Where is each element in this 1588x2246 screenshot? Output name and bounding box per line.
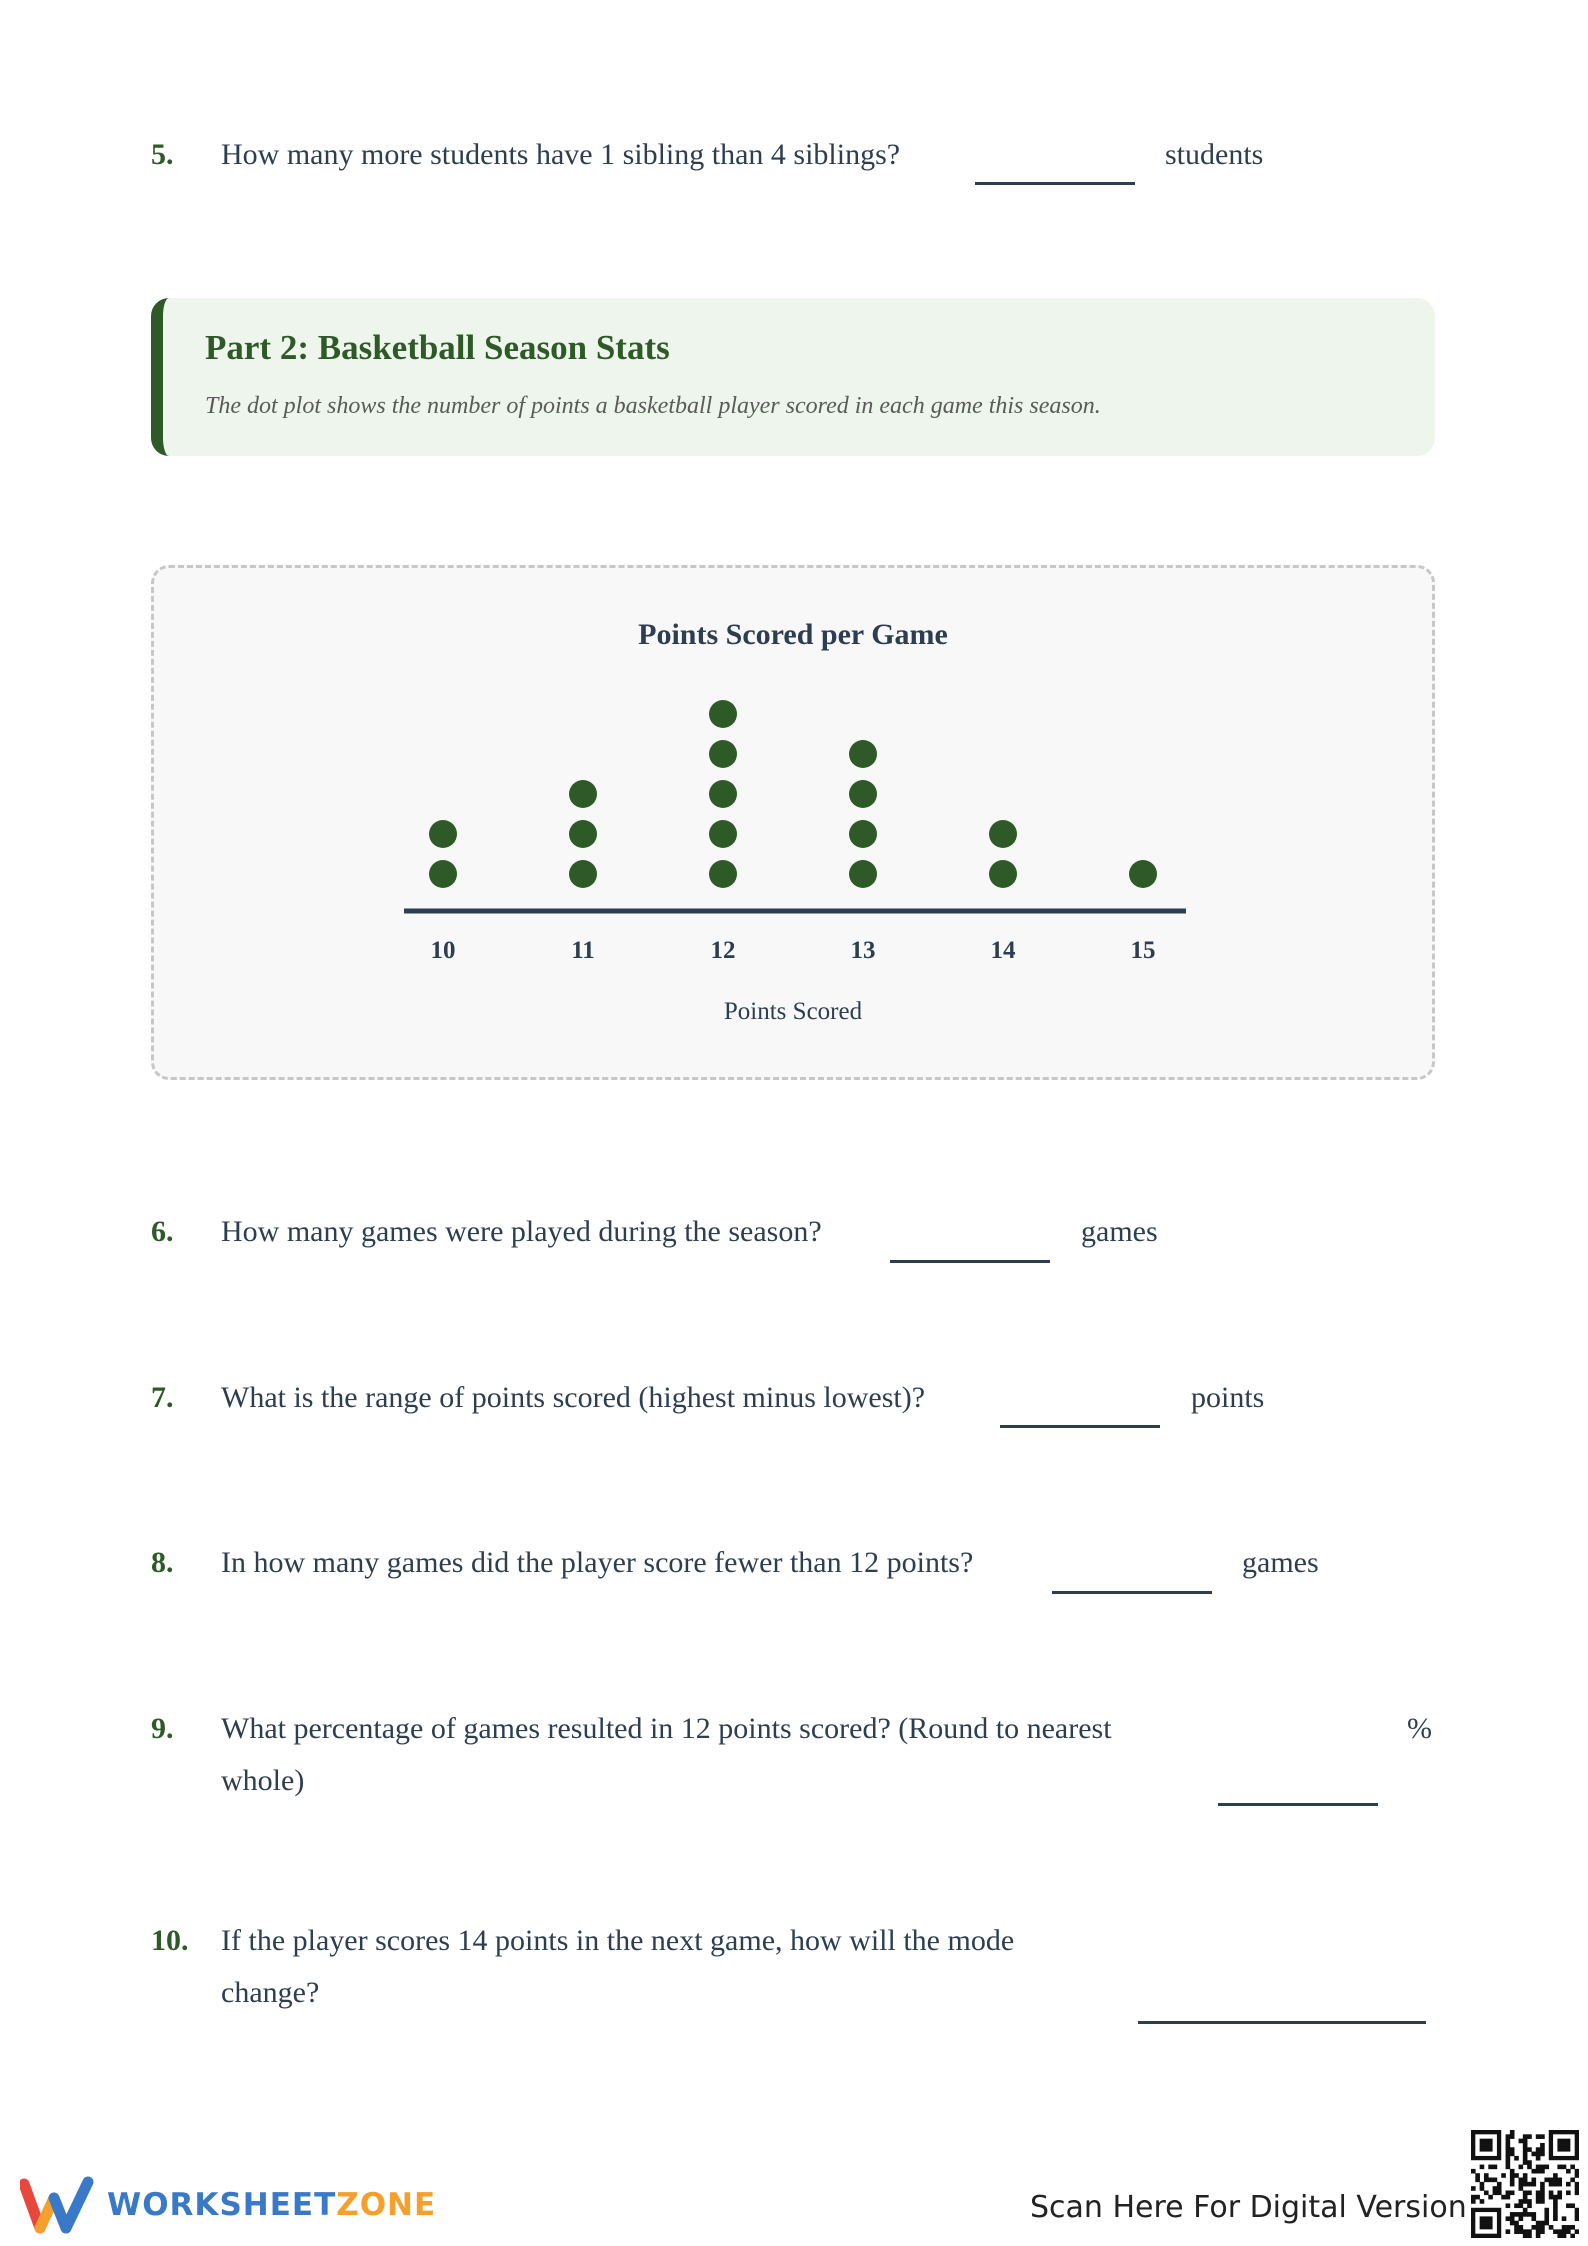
part-description: The dot plot shows the number of points a basketball player scored in each game this season.	[205, 393, 1101, 419]
data-dot	[849, 740, 877, 768]
data-dot	[709, 700, 737, 728]
unit-label-9: %	[1407, 1712, 1432, 1745]
unit-label-8: games	[1242, 1546, 1319, 1579]
answer-blank-5[interactable]	[975, 182, 1135, 185]
tick-label: 15	[1130, 937, 1156, 964]
unit-label-6: games	[1081, 1215, 1158, 1248]
question-text-line-1: What percentage of games resulted in 12 points scored? (Round to nearest	[221, 1712, 1112, 1745]
brand-name-part-2: ZONE	[336, 2187, 437, 2223]
brand-name-part-1: WORKSHEET	[107, 2187, 337, 2223]
data-dot	[849, 820, 877, 848]
brand-name	[107, 2187, 436, 2223]
tick-label: 11	[571, 937, 595, 964]
data-dot	[989, 860, 1017, 888]
question-text: How many games were played during the season?	[221, 1215, 822, 1248]
question-text: What is the range of points scored (highest minus lowest)?	[221, 1381, 926, 1414]
question-number: 6.	[151, 1215, 174, 1248]
question-number: 7.	[151, 1381, 174, 1414]
data-dot	[429, 820, 457, 848]
answer-blank-8[interactable]	[1052, 1591, 1212, 1594]
question-number: 10.	[151, 1924, 189, 1957]
data-dot	[709, 820, 737, 848]
chart-title: Points Scored per Game	[638, 618, 948, 651]
data-dot	[429, 860, 457, 888]
data-dot	[709, 780, 737, 808]
data-dot	[1129, 860, 1157, 888]
tick-label: 12	[710, 937, 736, 964]
question-text: In how many games did the player score fewer than 12 points?	[221, 1546, 974, 1579]
dot-plot	[154, 568, 1432, 1077]
question-number: 5.	[151, 138, 174, 171]
data-dot	[849, 780, 877, 808]
scan-text: Scan Here For Digital Version	[1030, 2190, 1467, 2225]
question-number: 9.	[151, 1712, 174, 1745]
unit-label-5: students	[1165, 138, 1264, 171]
x-axis-label: Points Scored	[723, 998, 863, 1025]
unit-label-7: points	[1191, 1381, 1265, 1414]
data-dot	[989, 820, 1017, 848]
tick-label: 14	[990, 937, 1016, 964]
question-text: How many more students have 1 sibling than 4 siblings?	[221, 138, 901, 171]
data-dot	[709, 860, 737, 888]
question-number: 8.	[151, 1546, 174, 1579]
question-text-line-1: If the player scores 14 points in the next game, how will the mode	[221, 1924, 1015, 1957]
data-dot	[569, 780, 597, 808]
question-text-line-2: whole)	[221, 1764, 305, 1797]
data-dot	[569, 820, 597, 848]
question-text-line-2: change?	[221, 1976, 320, 2009]
data-dot	[709, 740, 737, 768]
answer-blank-7[interactable]	[1000, 1425, 1160, 1428]
answer-blank-10[interactable]	[1138, 2021, 1426, 2024]
answer-blank-9[interactable]	[1218, 1803, 1378, 1806]
tick-label: 10	[430, 937, 456, 964]
data-dot	[569, 860, 597, 888]
worksheetzone-logo-icon	[20, 2176, 96, 2234]
part-title: Part 2: Basketball Season Stats	[205, 328, 670, 367]
data-dot	[849, 860, 877, 888]
qr-code-icon[interactable]	[1471, 2130, 1579, 2238]
answer-blank-6[interactable]	[890, 1260, 1050, 1263]
dot-plot-panel	[151, 565, 1435, 1080]
part-2-header	[151, 298, 1435, 456]
tick-label: 13	[850, 937, 876, 964]
